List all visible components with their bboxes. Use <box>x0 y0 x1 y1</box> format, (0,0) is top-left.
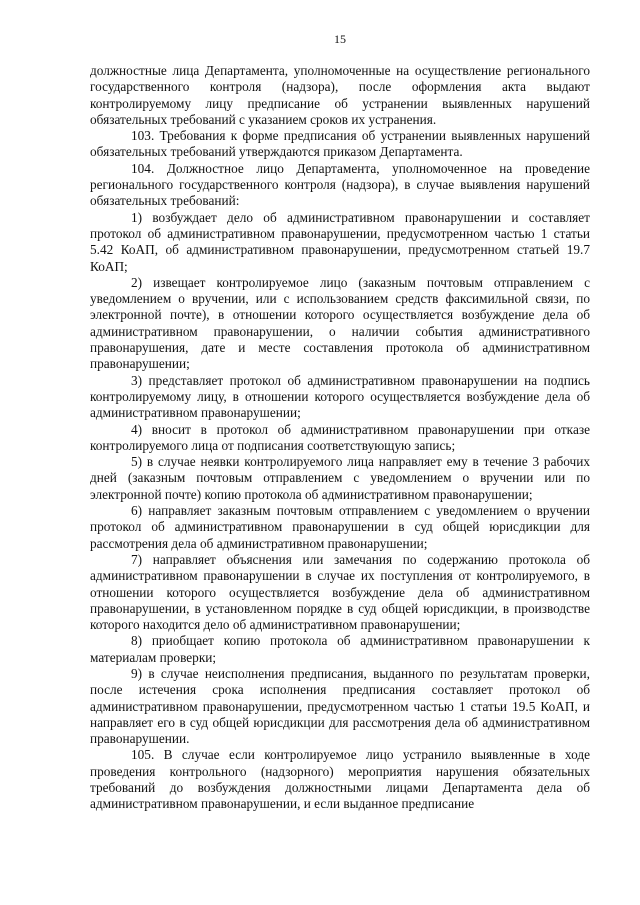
list-item-5: 5) в случае неявки контролируемого лица направляет ему в течение 3 рабочих дней (заказным почтовым отправлением с уведомлением о вручении или по электронной почте) копию протокола об административном правонарушении; <box>90 454 590 502</box>
document-body <box>90 63 590 813</box>
list-item-9: 9) в случае неисполнения предписания, выданного по результатам проверки, после истечения срока исполнения предписания составляет протокол об административном правонарушении, предусмотренном частью 1 статьи 19.5 КоАП, и направляет его в суд общей юрисдикции для рассмотрения дела об административном правонарушении. <box>90 665 590 747</box>
paragraph-105: 105. В случае если контролируемое лицо устранило выявленные в ходе проведения контрольного (надзорного) мероприятия нарушения обязательных требований до возбуждения должностными лицами Департамента дела об административном правонарушении, и если выданное предписание <box>90 747 590 812</box>
paragraph-104: 104. Должностное лицо Департамента, уполномоченное на проведение регионального государственного контроля (надзора), в случае выявления нарушений обязательных требований: <box>90 160 590 209</box>
list-item-1: 1) возбуждает дело об административном правонарушении и составляет протокол об административном правонарушении, предусмотренном частью 1 статьи 5.42 КоАП, об административном правонарушении, предусмотренном статьей 19.7 КоАП; <box>90 209 590 274</box>
list-item-2: 2) извещает контролируемое лицо (заказным почтовым отправлением с уведомлением о вручении, или с использованием средств факсимильной связи, по электронной почте), в отношении которого осуществляется возбуждение дела об административном правонарушении, о наличии события административного правонарушения, дате и месте составления протокола об административном правонарушении; <box>90 274 590 372</box>
list-item-3: 3) представляет протокол об административном правонарушении на подпись контролируемому лицу, в отношении которого осуществляется возбуждение дела об административном правонарушении; <box>90 372 590 421</box>
list-item-6: 6) направляет заказным почтовым отправлением с уведомлением о вручении протокол об административном правонарушении в суд общей юрисдикции для рассмотрения дела об административном правонарушении; <box>90 503 590 551</box>
paragraph-continuation: должностные лица Департамента, уполномоченные на осуществление регионального государственного контроля (надзора), после оформления акта выдают контролируемому лицу предписание об устранении выявленных нарушений обязательных требований с указанием сроков их устранения. <box>90 63 590 127</box>
paragraph-103: 103. Требования к форме предписания об устранении выявленных нарушений обязательных требований утверждаются приказом Департамента. <box>90 128 590 160</box>
page-number: 15 <box>334 32 346 46</box>
list-item-8: 8) приобщает копию протокола об административном правонарушении к материалам проверки; <box>90 633 590 665</box>
list-item-7: 7) направляет объяснения или замечания по содержанию протокола об административном правонарушении в случае их поступления от контролируемого, в отношении которого осуществляется возбуждение дела об административном правонарушении, в установленном порядке в суд общей юрисдикции, в производстве которого находится дело об административном правонарушении; <box>90 551 590 633</box>
list-item-4: 4) вносит в протокол об административном правонарушении при отказе контролируемого лица от подписания соответствующую запись; <box>90 421 590 453</box>
